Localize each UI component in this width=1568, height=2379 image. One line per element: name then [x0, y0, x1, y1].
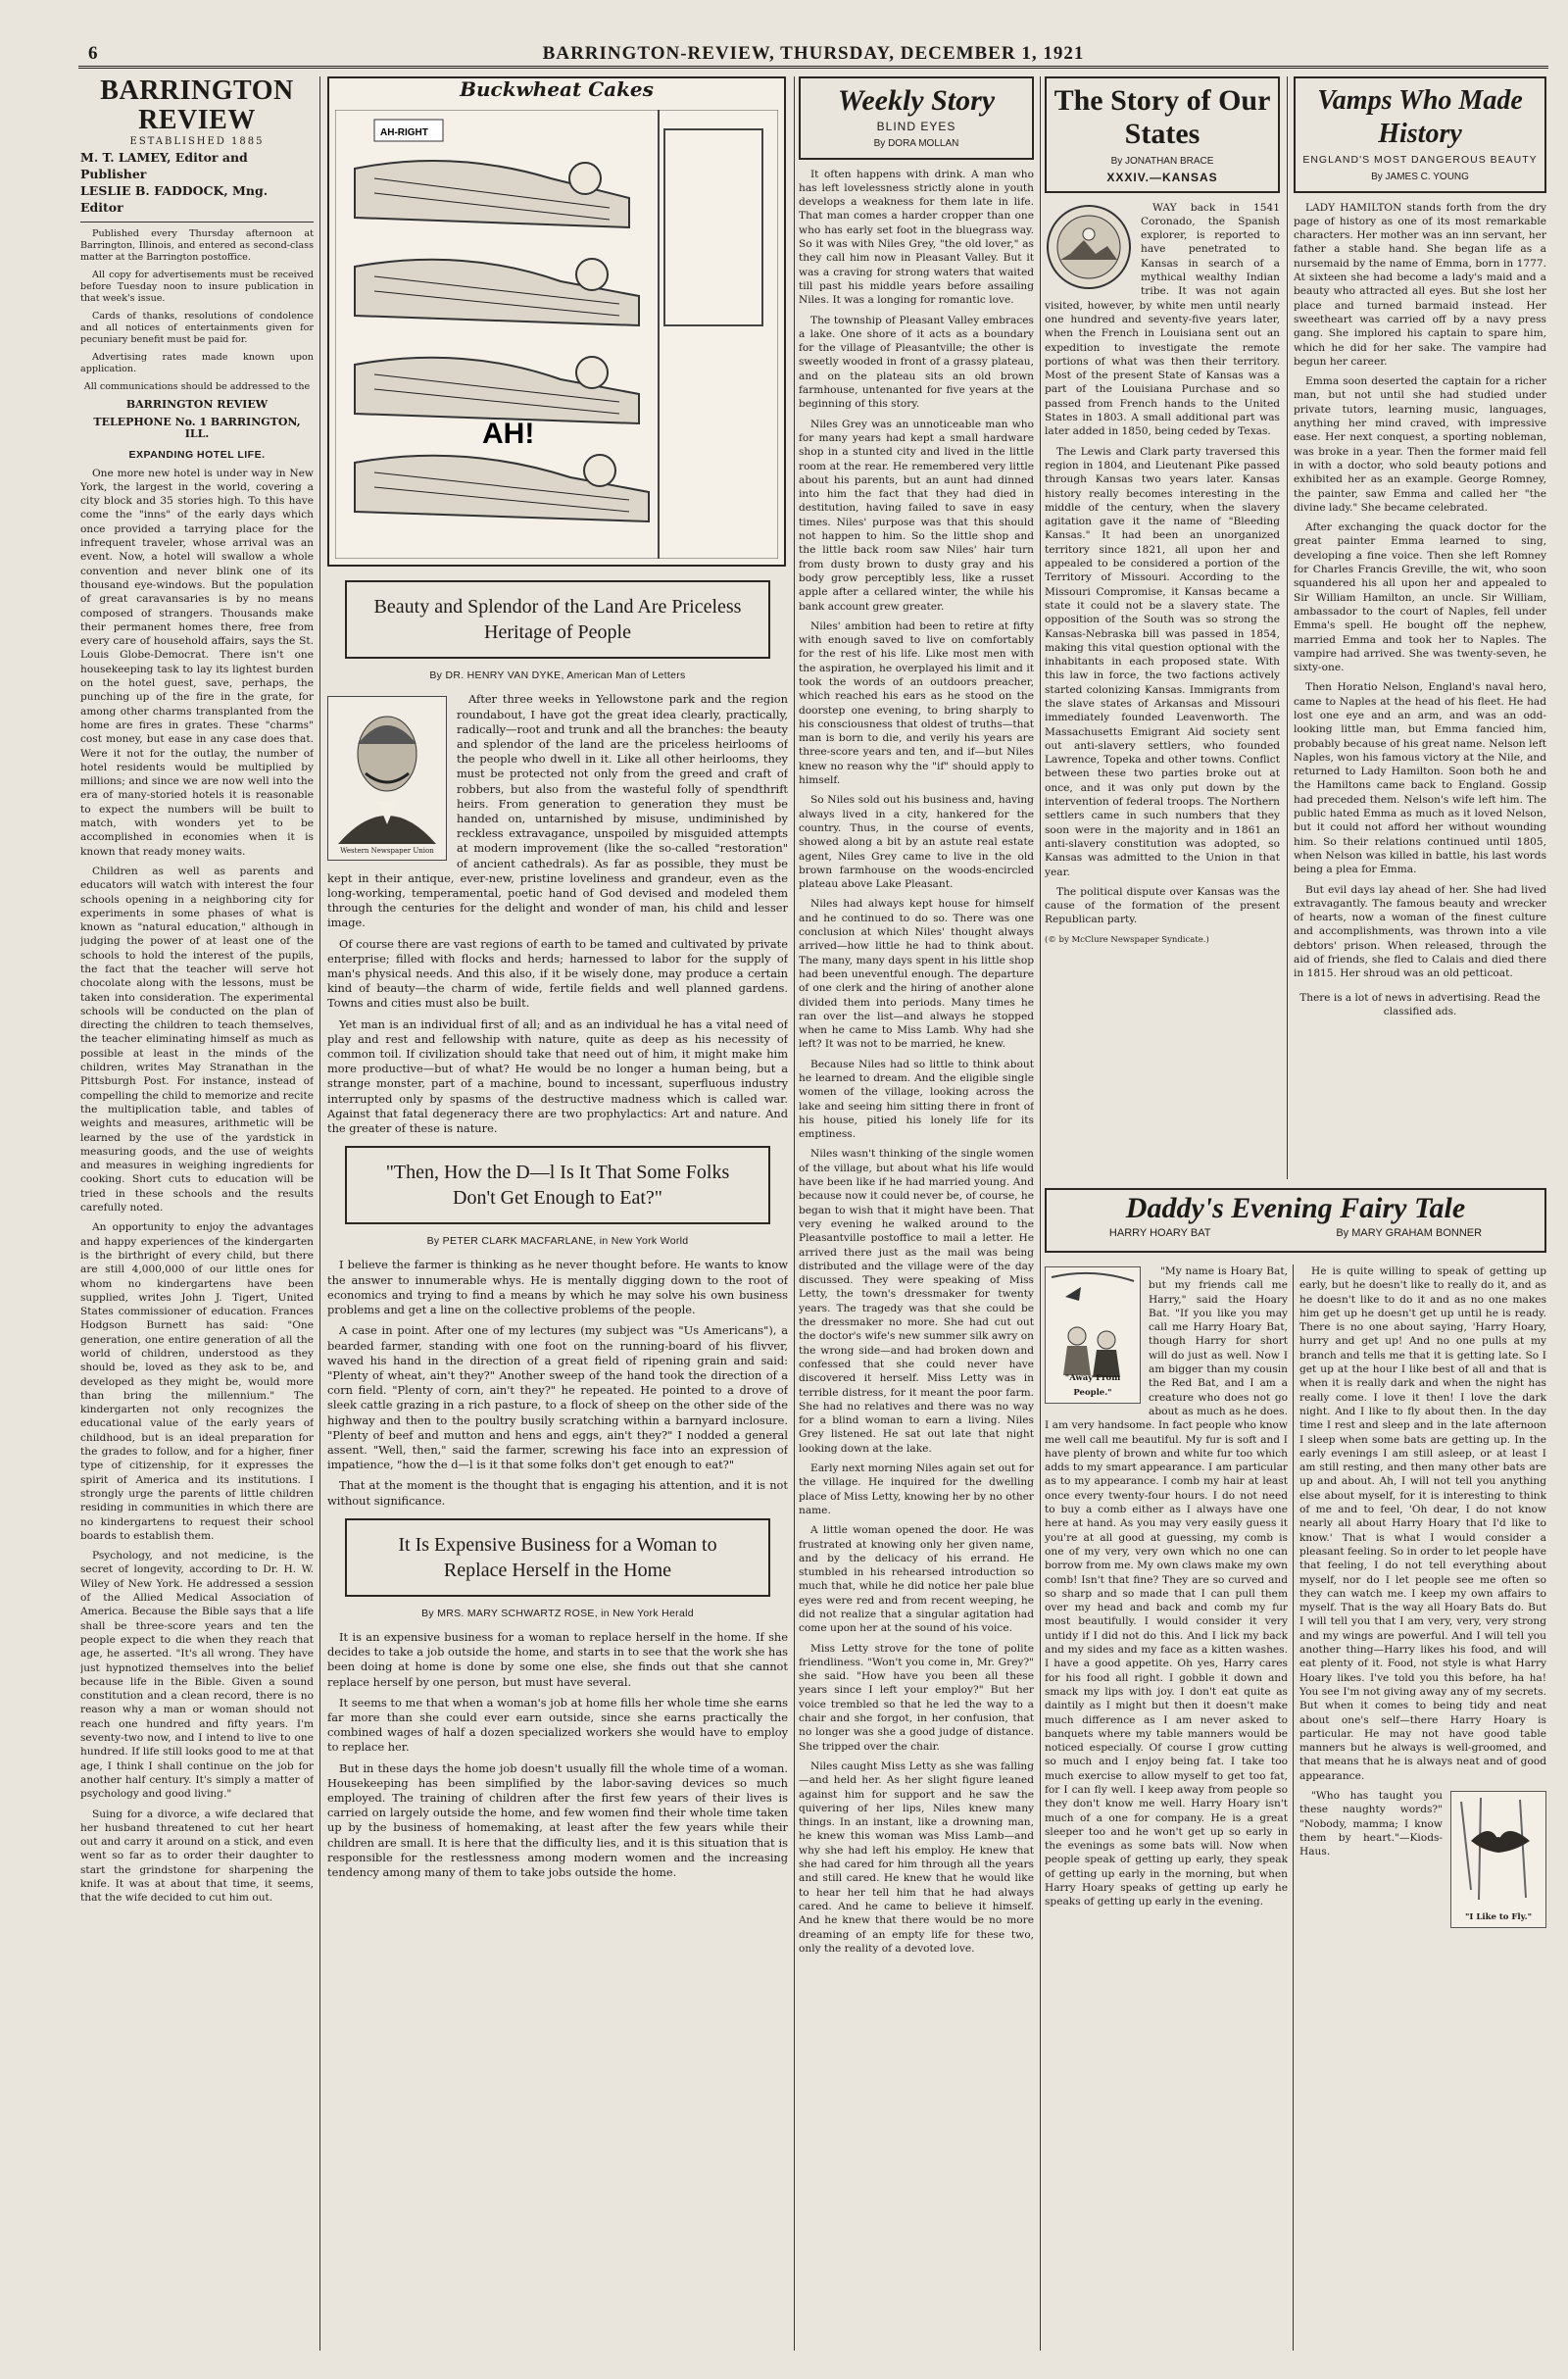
editorial-heading: EXPANDING HOTEL LIFE.	[128, 449, 266, 462]
established-line: ESTABLISHED 1885	[129, 136, 265, 147]
article2-paragraph: I believe the farmer is thinking as he never thought before. He wants to know the answer to innumerable whys. He is mentally digging down to the root of economics and trying to find a means by which he may solve his own business problems and get a line on the collective problems of the people.	[327, 1258, 788, 1317]
bat-illustration-icon	[1451, 1792, 1545, 1909]
article1-paragraph: After three weeks in Yellowstone park and the region roundabout, I have got the great idea clearly, practically, radically—root and trunk and all the branches: the beauty and splendor of the land are the priceless heirlooms of the people who dwell in it. Like all other heirlooms, they must be protected not only from the greed and craft of robbers, but also from the wasteful folly of spendthrift heirs. From generation to generation they must be handed on, untarnished by misuse, undiminished by reckless extravagance, unspoiled by misguided attempts at modern improvement (like the so-called "restoration" of ancient cathedrals). As far as possible, they must be kept in their antique, ever-new, pristine loveliness and grandeur, even as the long-working, temperamental, poetic hand of God devised and modeled them through the centuries for the delight and wonder of man, his child and lesser image.	[327, 692, 788, 930]
article1-paragraph: Yet man is an individual first of all; and as an individual he has a vital need of play and rest and fellowship with nature, quite as deep as his necessity of common toil. If civilization should take that need out of him, it might make him more productive—but of what? He would be no longer a human being, but a strange monster, part of a machine, bound to incessant, superfluous industry interrupted only by spasms of the destructive madness which is called war. Against that fatal degeneracy there are two prophylactics: Art and nature. And the greater of these is nature.	[327, 1016, 788, 1135]
article2-paragraph: A case in point. After one of my lectures (my subject was "Us Americans"), a bearded farmer, standing with one foot on the running-board of his flivver, waved his hand in the direction of a great field of ripening grain and said: "Plenty of wheat, ain't they?" Another sweep of the hand took the direction of a corn field. "Plenty of corn, ain't they?" he repeated. He pointed to a drove of sleek cattle grazing in a rich pasture, to a flock of sheep on the other side of the highway and then to the poultry busily scratching within a barnyard inclosure. "Plenty of beef and mutton and hens and eggs, ain't they?" I nodded a general assent. "Well, then," said the farmer, screwing his face into an expression of impatience, "how the d—l is it that some folks don't get enough to eat?"	[327, 1323, 788, 1472]
fairy-tale-header	[1045, 1188, 1546, 1253]
vamps-paragraph: LADY HAMILTON stands forth from the dry page of history as one of its most remarkable characters. Her mother was an inn servant, her father a stable hand. She began life as a nursemaid by the name of Emma, born in 1777. At sixteen she had become a lady's maid and a beauty who attracted all eyes. But she lost her place and turned barmaid instead. Her sweetheart was carried off by a navy press gang. She implored his captain to spare him, which he did for her sake. The vampire had begun her career.	[1294, 201, 1546, 368]
story-paragraph: Niles caught Miss Letty as she was falling—and held her. As her slight figure leaned against him for support and he saw the quivering of her lips, Niles knew many things. In an instant, like a drowning man, he knew this woman was Miss Lamb—and why she had left his employ. He knew that she had cared for him through all the years and still cared. He knew that he would like to hear her tell him that he had always cared. And he came to believe it himself. And he knew that there would be no more dreaming of an empty life for these two, only the reality of a devoted love.	[799, 1759, 1034, 1955]
article3-paragraph: But in these days the home job doesn't usually fill the whole time of a woman. Housekeeping has been simplified by the labor-saving devices so much employed. The training of children after the first few years of their lives is carried on largely outside the home, and few women find their whole time taken up by the business of homemaking, at least after the few years while their children are small. It is here that the difficulty lies, and it is this situation that is responsible for the restlessness among modern women and the increasing tendency among many of them to take jobs outside the home.	[327, 1760, 788, 1880]
story-paragraph: Niles had always kept house for himself and he continued to do so. There was one conclusion at which Niles' thought always arrived—how little he had to think about. The many, many days spent in his little shop had been uneventful enough. The departure of one clerk and the hiring of another alone divided them into periods. Many times he ran over the list—and always he stopped when he came to Miss Lamb. Why had she left? It was not to be married, he knew.	[799, 898, 1034, 1051]
article2-headline-box	[345, 1146, 770, 1224]
states-paragraph: WAY back in 1541 Coronado, the Spanish explorer, is reported to have penetrated to Kansas in search of a mythical wealthy Indian tribe. It was not again visited, however, by white men until nearly one hundred and seventy-five years later, when the French in Louisiana sent out an expedition to investigate the remote portions of what was then their territory. Most of the present State of Kansas was a part of the Louisiana Purchase and so passed from French hands to the United States in 1803. A small additional part was later added in 1850, being ceded by Texas.	[1045, 201, 1280, 438]
state-seal-icon	[1045, 203, 1133, 291]
article1-paragraph: Of course there are vast regions of earth to be tamed and cultivated by private enterprise; filled with flocks and herds; harnessed to labor for the supply of man's physical needs. And this also, if it be wisely done, may produce a certain kind of beauty—the charm of wide, fertile fields and well planned gardens. Towns and cities must also be built.	[327, 936, 788, 1011]
states-title: The Story of Our States	[1054, 84, 1271, 150]
fairy-tale-text: "My name is Hoary Bat, but my friends call me Harry," said the Hoary Bat. "If you like you may call me Harry Hoary Bat, though Harry for short will do just as well. Now I am bigger than my cousin the Red Bat, and I am a creature who does not go about as much as he does. I am very handsome. In fact people who know me well call me beautiful. My fur is soft and I have plenty of brown and white fur too which adds to my smart appearance. I am particular as to my appearance. I comb my hair at least once every twenty-four hours. I do not need to buy a comb either as I always have one here at hand. As you may very easily guess it you're at all good at guessing, my comb is one of my very, very own which no one can borrow from me. My own claws make my own comb! Isn't that fine? They are so curved and so sharp and so made that I can pull them over my head and back and comb my fur most beautifully. I would consider it very untidy if I did not do this. And I lick my back and my sides and my face as a kitten washes. I have a good appetite. Oh yes, Harry cares for his food all right. I gobble it down and smack my lips with joy. I don't eat quite as daintily as I might but then it doesn't make much difference as I am never asked to banquets where my table manners would be noticed especially. Of course I grow cutting so much and I enjoy being fat. I take too much exercise to allow myself to get too fat, for I can fly well. I keep away from people so they don't know me well. Harry Hoary isn't much of a one for company. He is a great sleeper too and he won't get up so early in the evenings as some bats will. Now when people speak of getting up early, they speak of getting up early in the morning, but when Harry Hoary speaks of getting up early he speaks of getting up early in the evening.	[1045, 1265, 1288, 1908]
column-rule	[794, 76, 795, 2351]
vamps-paragraph: After exchanging the quack doctor for the great painter Emma learned to sing, developing a fine voice. Then she left Romney for Charles Francis Greville, the wit, who soon squandered his all upon her and appealed to Sir William Hamilton, an uncle. Sir William, ambassador to the court of Naples, fell under Emma's spell. He bought off the nephew, married Emma and took her to Naples. The vampire had arrived. She was twenty-seven, he sixty-one.	[1294, 521, 1546, 674]
editorial-paragraph: Psychology, and not medicine, is the secret of longevity, according to Dr. H. W. Wiley of New York. He addressed a session of the Allied Medical Association of America. Because the Bible says that a life shall be three-score years and ten the people expect to die when they reach that age, he asserted. "It's all wrong. They have just hypnotized themselves into the belief because life in the Bible. Given a sound constitution and a clean record, there is no reason why a man or woman should not reach one hundred and fifty years. I'm seventy-two now, and I intend to live to one hundred. If life still looks good to me at that age, I think I shall continue on the job for another half century. It's simply a matter of psychology and good living."	[80, 1550, 314, 1801]
fairy-tale-byline: By MARY GRAHAM BONNER	[1336, 1227, 1483, 1239]
states-installment: XXXIV.—KANSAS	[1106, 171, 1218, 185]
notice-publication: Published every Thursday afternoon at Barrington, Illinois, and entered as second-class matter at the Barrington postoffice.	[80, 228, 314, 264]
fairy-tale-title: Daddy's Evening Fairy Tale	[1125, 1192, 1466, 1224]
vamps-byline: By JAMES C. YOUNG	[1371, 172, 1469, 183]
cartoon-drawing	[335, 110, 778, 559]
dateline: BARRINGTON-REVIEW, THURSDAY, DECEMBER 1, 1921	[542, 43, 1085, 64]
editorial-paragraph: Suing for a divorce, a wife declared that her husband threatened to cut her heart out and carry it around on a stick, and even went so far as to order their daughter to start the grindstone for sharpening the knife. It was at about that time, it seems, that the wife decided to cut him out.	[80, 1808, 314, 1905]
column-rule	[1040, 76, 1041, 2351]
states-byline: By JONATHAN BRACE	[1110, 156, 1214, 167]
column-editorial	[80, 76, 314, 2351]
cartoon-label-1: AH-RIGHT	[380, 127, 428, 138]
notice-address: All communications should be addressed to the	[83, 381, 311, 393]
states-credit: (© by McClure Newspaper Syndicate.)	[1045, 934, 1209, 945]
story-paragraph: Miss Letty strove for the tone of polite friendliness. "Won't you come in, Mr. Grey?" she said. "How have you been all these years since I left your employ?" But her voice trembled so that he led the way to a chair and she forgot, in her confusion, that no longer was she a good judge of distance. She tripped over the chair.	[799, 1642, 1034, 1753]
column-rule	[1287, 76, 1288, 1179]
children-illustration-icon	[1046, 1267, 1140, 1385]
story-paragraph: Because Niles had so little to think about he learned to dream. And the eligible single women of the village, looking across the lake and seeing him sitting there in front of his house, pitied his lonely life for its emptiness.	[799, 1058, 1034, 1141]
vamps-subtitle: ENGLAND'S MOST DANGEROUS BEAUTY	[1302, 154, 1538, 166]
story-paragraph: The township of Pleasant Valley embraces a lake. One shore of it acts as a boundary for the village of Pleasantville; the other is sweetly wooded in front of a grassy plateau, and on the plateau sits an old brown farmhouse, untenanted for five years at the beginning of this story.	[799, 314, 1034, 411]
article3-byline: By MRS. MARY SCHWARTZ ROSE, in New York Herald	[421, 1607, 694, 1619]
closing-joke: "Who has taught you these naughty words?" "Nobody, mamma; I know them by heart."—Kiods-Haus.	[1299, 1789, 1443, 1859]
fairy-tale-story-name: HARRY HOARY BAT	[1108, 1227, 1211, 1239]
editorial-paragraph: An opportunity to enjoy the advantages and happy experiences of the kindergarten is the birthright of every child, but there are still 4,000,000 of our little ones for whom no kindergartens have been supplied, writes John J. Tigert, United States commissioner of education. Frances Hodgson Burnett has said: "One generation, one entire generation of all the world of children, understood as they should be, loved as they ask to be, and developed as they might be, would more than bring the millennium." The kindergarten not only recognizes the educational value of the early years of childhood, but is an ideal preparation for the grades to follow, and for a higher, finer type of citizenship, for it expresses the spirit of America and its institutions. I strongly urge the parents of little children residing in communities in which there are no kindergartens to request their school boards to establish them.	[80, 1221, 314, 1542]
editorial-paragraph: Children as well as parents and educators will watch with interest the four schools opening in a neighboring city for experiments in some phases of what is known as "natural education," although in judging the power of at least one of the schools to hold the interest of the pupils, the fact that the teacher will serve hot chocolate along with the lessons, must be taken into consideration. The experimental schools will be conducted on the plan of directing the children to teach themselves, the teacher eliminating himself as much as possible at least in the minds of the children, writes May Stranathan in the Pittsburgh Post. For instance, instead of compelling the child to memorize and recite the multiplication table, and tables of weights and measures, arithmetic will be learned by the use of the yardstick in measuring goods, and the use of weights and measures in weighing ingredients for cooking. Short cuts to education will be tried in these schools and the results carefully noted.	[80, 865, 314, 1214]
article2-paragraph: That at the moment is the thought that is engaging his attention, and it is not without significance.	[327, 1478, 788, 1508]
story-paragraph: Niles Grey was an unnoticeable man who for many years had kept a small hardware shop in a stunted city and lived in the little room at the rear. He remembered very little about his parents, but an aunt had dinned into him the fact that they had died in destitution, having failed to save in easy times. Niles' purpose was that this should not happen to him. So the little shop and the little back room saw Niles' hair turn from dusty brown to dusty gray and his body grow perceptibly less, like a russet apple after a cellared winter, the while his bank account grew greater.	[799, 418, 1034, 613]
editor-line: M. T. LAMEY, Editor and Publisher	[80, 150, 248, 182]
article2-headline: "Then, How the D—l Is It That Some Folks Don't Get Enough to Eat?"	[385, 1162, 730, 1210]
weekly-story-byline: By DORA MOLLAN	[873, 138, 959, 150]
notice-address-name: BARRINGTON REVIEW	[125, 398, 269, 412]
column-weekly-story	[799, 76, 1034, 2351]
column-vamps	[1294, 76, 1546, 1179]
column-fairy-right	[1299, 1264, 1546, 2351]
article3-paragraph: It seems to me that when a woman's job at home fills her whole time she earns far more than she could ever earn outside, since she earns practically the combined wages of half a dozen specialized workers she would have to employ to replace her.	[327, 1695, 788, 1755]
article1-byline: By DR. HENRY VAN DYKE, American Man of Letters	[429, 669, 686, 681]
classified-note: There is a lot of news in advertising. Read the classified ads.	[1299, 991, 1541, 1017]
vamps-title: Vamps Who Made History	[1317, 85, 1523, 149]
paper-name: BARRINGTON REVIEW	[100, 76, 294, 135]
notice-cards: Cards of thanks, resolutions of condolence and all notices of entertainments given for pecuniary benefit must be paid for.	[80, 311, 314, 346]
cartoon	[327, 76, 786, 567]
states-paragraph: The political dispute over Kansas was the cause of the formation of the present Republican party.	[1045, 885, 1280, 926]
weekly-story-header	[799, 76, 1034, 160]
article2-byline: By PETER CLARK MACFARLANE, in New York World	[426, 1235, 689, 1248]
weekly-story-subtitle: BLIND EYES	[876, 120, 956, 133]
author-portrait	[327, 696, 447, 861]
column-rule	[319, 76, 320, 2351]
weekly-story-title: Weekly Story	[837, 84, 996, 117]
fairy-illustration-1-caption: "Away From People."	[1064, 1373, 1121, 1398]
story-paragraph: A little woman opened the door. He was frustrated at knowing only her given name, and by the delicacy of his errand. He stumbled in his rehearsed introduction so much that, while he did notice her pale blue eyes were red and from recent weeping, he did not realize that a singular agitation had come upon her at the sound of his voice.	[799, 1524, 1034, 1635]
vamps-paragraph: Then Horatio Nelson, England's naval hero, came to Naples at the head of his fleet. He had lost one eye and an arm, and was an odd-looking little man, but Emma fancied him, probably because of his great name. Nelson left Naples, won his famous victory at the Nile, and returned to Lady Hamilton. Soon both he and the Hamiltons came back to England. Gossip had preceded them. Nelson's wife left him. The public hated Emma as much as it loved Nelson, but it could not afford her without wounding him. So their relations continued until 1805, when Nelson was killed in battle, his last words being a plea for Emma.	[1294, 681, 1546, 876]
column-story-of-states	[1045, 76, 1280, 1179]
article3-headline-box	[345, 1518, 770, 1597]
story-paragraph: Early next morning Niles again set out for the village. He inquired for the dwelling place of Miss Letty, knowing her by no other name.	[799, 1462, 1034, 1516]
article3-headline: It Is Expensive Business for a Woman to Replace Herself in the Home	[398, 1533, 717, 1581]
notice-telephone: TELEPHONE No. 1 BARRINGTON, ILL.	[93, 416, 301, 441]
article1-headline: Beauty and Splendor of the Land Are Priceless Heritage of People	[373, 596, 742, 643]
fairy-illustration-1	[1045, 1266, 1141, 1404]
column-fairy-left	[1045, 1264, 1288, 2351]
article1-headline-box	[345, 580, 770, 659]
states-header	[1045, 76, 1280, 193]
portrait-caption: Western Newspaper Union	[340, 847, 434, 855]
states-paragraph: The Lewis and Clark party traversed this region in 1804, and Lieutenant Pike passed through Kansas two years later. Kansas history really becomes interesting in the middle of the century, when the slavery agitation gave it the name of "Bleeding Kansas." It had been an unorganized territory since 1821, all upon her and appealed to be considered a portion of the Territory of Missouri. According to the Missouri Compromise, it Kansas became a state it could not be a slavery state. The opposition of the South was so strong the Kansas-Nebraska bill was passed in 1854, making this vital question optional with the inhabitants in each proposed state. With this law in force, the two factions actively started colonizing Kansas. Immigrants from the slave states of Arkansas and Missouri immediately founded Leavenworth. The Massachusetts Emigrant Aid society sent out anti-slavery settlers, who founded Lawrence, Topeka and other towns. Conflict between these two parties broke out at once, and it was only put down by the intervention of federal troops. The Northern settlers came in such numbers that they soon were in the majority and in 1861 an anti-slavery constitution was adopted, so Kansas was admitted to the Union in that year.	[1045, 445, 1280, 878]
portrait-drawing	[328, 697, 446, 844]
cartoon-label-2: AH!	[482, 418, 535, 450]
story-paragraph: Niles' ambition had been to retire at fifty with enough saved to live on comfortably for the rest of his life. Like most men with the aspiration, he overplayed his limit and it took the words of an outdoors preacher, which reached his ears as he stood on the doorstep one evening, to bring sharply to his consciousness that oldest of truths—that man is born to die, and verily his years are three-score years and ten, and if—but Niles knew no reason why the "if" should apply to himself.	[799, 620, 1034, 787]
manager-line: LESLIE B. FADDOCK, Mng. Editor	[80, 183, 269, 216]
editorial-paragraph: One more new hotel is under way in New York, the largest in the world, covering a city block and 35 stories high. To this have come the "inns" of the early days which once provided a tarrying place for the infrequent traveler, whose arrival was an event. Now, a hotel will swallow a whole convention and never blink one of its thousand eye-windows. But the population of great caravansaries is by no means composed of strangers. Thousands make their permanent homes there, free from every care of household affairs, says the St. Louis Globe-Democrat. There isn't one housekeeping task to lay its lightest burden on the hotel guest, save, perhaps, the punching up of the fire in the grate, for among other charms transplanted from the home are fires in grates. These "charms" cost money, but ease in any case does that. Were it not for the outlay, the number of hotel residents would be multiplied by millions; and since we are now well into the era of many-storied hotels it is reasonable to expect the numbers will be built to match, with wonders yet to be accomplished in economies when it is known that ready money waits.	[80, 467, 314, 858]
fairy-tale-text: He is quite willing to speak of getting up early, but he doesn't like to really do it, and as he doesn't like to do it and as no one makes him get up he doesn't get up until he is ready. There is no one about saying, 'Harry Hoary, hurry and get up! And no one pulls at my branch and tells me that it is getting late. So I get up at the hour I like best of all and that is when it is really dark and when the night has really come. I love it then! I love the dark night. And I like to fly about then. In the day time I rest and sleep and in the late afternoon I sleep when some bats are getting up. In the early evenings I am still asleep, or at least I am still resting, and then many other bats are up and about. Ah, I will not tell you anything else about myself, for it is interesting to think of me and to feel, 'Oh dear, I do not know nearly all about Harry Hoary that I'd like to know.' That is what I would consider a pleasant feeling. So in order to let people have that feeling, I do not tell everything about myself, nor do I let people see me often so they can watch me. I keep my own affairs to myself. That is the way all Hoary Bats do. But I will tell you that I am very, very, very strong and my wings are powerful. And I will tell you another thing—Harry likes his food, and will eat plenty of it. Food, not style is what Harry Hoary likes. I've told you this before, ha ha! You see I'm not giving away any of my secrets. But when it comes to being tidy and neat about one's self—there Harry Hoary is particular. He may not have good table manners but he always is well-groomed, and that means that he is always neat and of good appearance.	[1299, 1265, 1546, 1782]
story-paragraph: So Niles sold out his business and, having always lived in a city, hankered for the country. Thus, in the course of events, showed along a bit by an astute real estate agent, Niles Grey came to live in the old brown farmhouse on the woods-encircled plateau above Lake Pleasant.	[799, 794, 1034, 891]
story-paragraph: Niles wasn't thinking of the single women of the village, but about what his life would have been like if he had married young. And because now it could never be, of course, he began to wish that it might have been. That very evening he walked around to the Pleasantville postoffice to mail a letter. He arrived there just as the mail was being distributed and the village were of the day discussed. They were speaking of Miss Letty, the town's dressmaker for twenty years. The tragedy was that she could be the dressmaker no more. She had cut out the doctor's wife's new summer silk awry on the wrong side—and had broken down and confessed that she could never have discovered it herself. Miss Letty was in terrible distress, for it meant the poor farm. She had no relatives and there was no way for a blind woman to earn a living. Niles Grey listened. He sat out late that night looking down at the lake.	[799, 1148, 1034, 1455]
cartoon-title: Buckwheat Cakes	[460, 77, 654, 101]
vamps-header	[1294, 76, 1546, 193]
notice-rates: Advertising rates made known upon application.	[80, 352, 314, 375]
masthead	[78, 43, 1548, 69]
column-opinion	[327, 76, 788, 2351]
page-number: 6	[88, 43, 98, 64]
fairy-illustration-2	[1450, 1791, 1546, 1928]
column-rule	[1293, 1264, 1294, 2351]
fairy-illustration-2-caption: "I Like to Fly."	[1465, 1911, 1532, 1922]
story-paragraph: It often happens with drink. A man who has left lovelessness strictly alone in youth develops a weakness for them late in life. That man comes a harder cropper than one who has early set foot in the bluegrass way. So it was with Niles Grey, "the old lover," as they call him now in Pleasant Valley. But it was a craving for strong waters that waited till past his middle years before assailing Niles. It was a longing for romantic love.	[799, 168, 1034, 307]
article3-paragraph: It is an expensive business for a woman to replace herself in the home. If she decides to take a job outside the home, and starts in to see that the work she has been doing at home is done by some one else, she finds out that she cannot replace herself by one person, but must have several.	[327, 1630, 788, 1689]
publisher-box	[80, 76, 314, 223]
vamps-paragraph: Emma soon deserted the captain for a richer man, but not until she had studied under private tutors, learning music, languages, anything her mind craved, with impressive ease. Her next conquest, a sporting nobleman, was broke in a year. Then the former maid fell in with a doctor, who sold beauty potions and exhibited her as an example. George Romney, the painter, saw Emma and called her "the divine lady." She became celebrated.	[1294, 375, 1546, 514]
vamps-paragraph: But evil days lay ahead of her. She had lived extravagantly. The famous beauty and wrecker of hearts, now a woman of the finest culture and accomplishments, was thrown into a vile debtors' prison. When released, through the aid of friends, she fled to Calais and died there in 1815. Her shroud was an old petticoat.	[1294, 883, 1546, 980]
notice-advertising-copy: All copy for advertisements must be received before Tuesday noon to insure publication in that week's issue.	[80, 270, 314, 305]
